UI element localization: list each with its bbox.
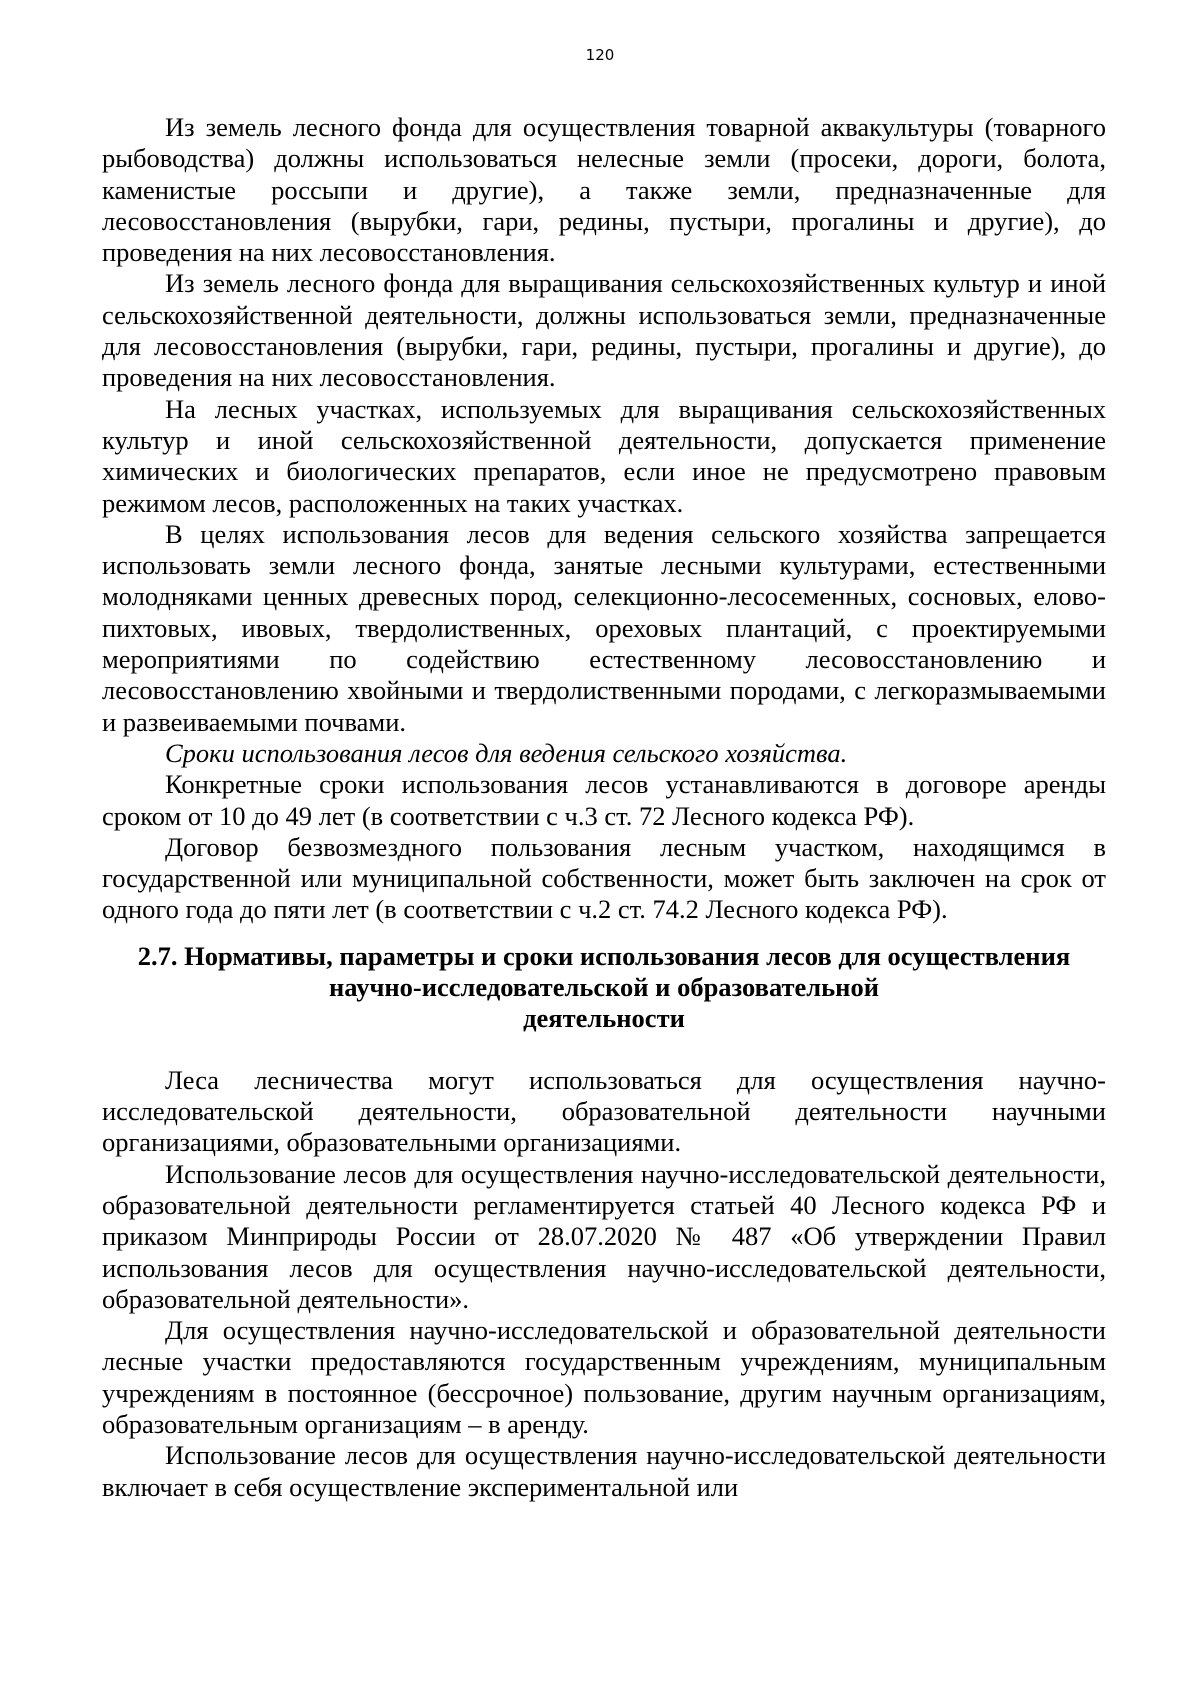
paragraph: Использование лесов для осуществления научно-исследовательской деятельности включает в себя осуществление экспериментальной или xyxy=(102,1440,1106,1502)
italic-subtitle: Сроки использования лесов для ведения сельского хозяйства. xyxy=(165,737,848,768)
section-heading-line: научно-исследовательской и образовательной xyxy=(329,971,879,1002)
paragraph: Из земель лесного фонда для выращивания сельскохозяйственных культур и иной сельскохозяйственной деятельности, должны использоваться земли, предназначенные для лесовосстановления (вырубки, гари, редины, пустыри, прогалины и другие), до проведения на них лесовосстановления. xyxy=(102,268,1106,393)
section-spacer xyxy=(102,1034,1106,1065)
paragraph: На лесных участках, используемых для выращивания сельскохозяйственных культур и иной сельскохозяйственной деятельности, допускается применение химических и биологических препаратов, если иное не предусмотрено правовым режимом лесов, расположенных на таких участках. xyxy=(102,393,1106,518)
paragraph: Из земель лесного фонда для осуществления товарной аквакультуры (товарного рыбоводства) должны использоваться нелесные земли (просеки, дороги, болота, каменистые россыпи и другие), а также земли, предназначенные для лесовосстановления (вырубки, гари, редины, пустыри, прогалины и другие), до проведения на них лесовосстановления. xyxy=(102,112,1106,268)
paragraph: Использование лесов для осуществления научно-исследовательской деятельности, образовательной деятельности регламентируется статьей 40 Лесного кодекса РФ и приказом Минприроды России от 28.07.2020 № 487 «Об утверждении Правил использования лесов для осуществления научно-исследовательской деятельности, образовательной деятельности». xyxy=(102,1158,1106,1314)
paragraph: В целях использования лесов для ведения сельского хозяйства запрещается использовать земли лесного фонда, занятые лесными культурами, естественными молодняками ценных древесных пород, селекционно-лесосеменных, сосновых, елово-пихтовых, ивовых, твердолиственных, ореховых плантаций, с проектируемыми мероприятиями по содействию естественному лесовосстановлению и лесовосстановлению хвойными и твердолиственными породами, с легкоразмываемыми и развеиваемыми почвами. xyxy=(102,518,1106,737)
paragraph: Конкретные сроки использования лесов устанавливаются в договоре аренды сроком от 10 до 49 лет (в соответствии с ч.3 ст. 72 Лесного кодекса РФ). xyxy=(102,769,1106,831)
section-heading-line: 2.7. Нормативы, параметры и сроки использования лесов для осуществления xyxy=(137,940,1071,971)
section-heading xyxy=(102,941,1106,1034)
page-body xyxy=(102,112,1106,1503)
section-heading-line: деятельности xyxy=(523,1002,685,1033)
paragraph: Леса лесничества могут использоваться для осуществления научно-исследовательской деятельности, образовательной деятельности научными организациями, образовательными организациями. xyxy=(102,1064,1106,1158)
page-number: 120 xyxy=(585,46,615,64)
paragraph: Для осуществления научно-исследовательской и образовательной деятельности лесные участки предоставляются государственным учреждениям, муниципальным учреждениям в постоянное (бессрочное) пользование, другим научным организациям, образовательным организациям – в аренду. xyxy=(102,1315,1106,1439)
paragraph: Договор безвозмездного пользования лесным участком, находящимся в государственной или муниципальной собственности, может быть заключен на срок от одного года до пяти лет (в соответствии с ч.2 ст. 74.2 Лесного кодекса РФ). xyxy=(102,831,1106,925)
